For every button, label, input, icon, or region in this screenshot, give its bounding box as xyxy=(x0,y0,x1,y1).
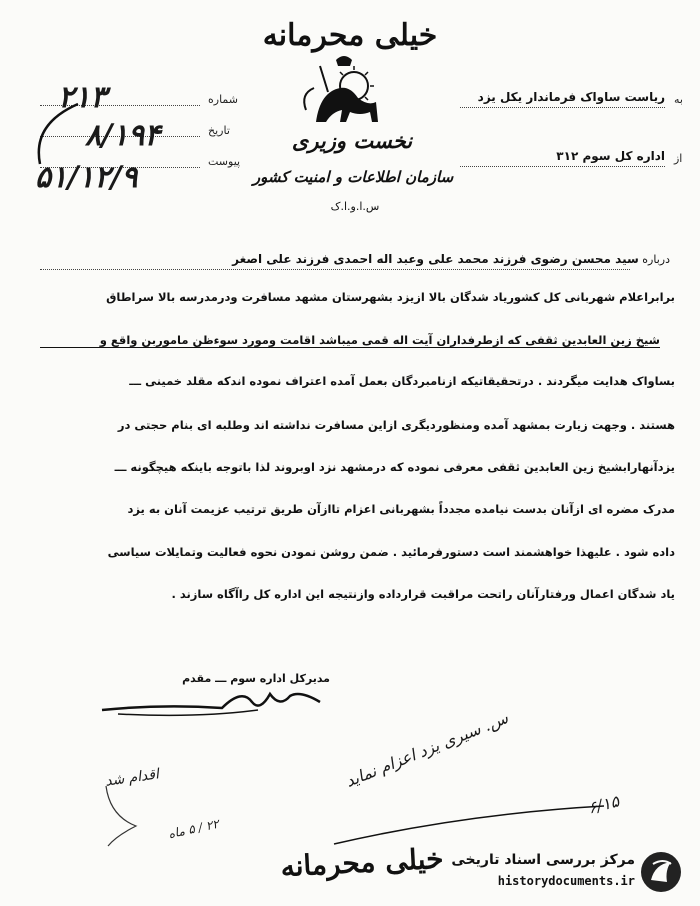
organization-name: سازمان اطلاعات و امنیت کشور xyxy=(252,168,454,186)
handwritten-note-2: اقدام شد xyxy=(104,766,160,790)
subject-line xyxy=(30,252,670,266)
from-value: اداره کل سوم ۳۱۲ xyxy=(556,149,665,163)
subject-label: درباره xyxy=(642,253,670,266)
body-line-7: داده شود . علیهذا خواهشمند است دستورفرمائید . ضمن روشن نمودن نحوه فعالیت وتمایلات سیاسی xyxy=(107,545,675,559)
note-underline-icon xyxy=(330,800,610,850)
ministry-name: نخست وزیری xyxy=(291,128,413,153)
from-line xyxy=(460,165,665,167)
body-line-1: برابراعلام شهربانی کل کشوریاد شدگان بالا ازیزد بشهرستان مشهد مسافرت ودرمدرسه بالا سراطاق xyxy=(106,290,675,304)
handwritten-date: ۵۱/۱۲/۹ xyxy=(35,160,138,195)
lion-and-sun-emblem-icon xyxy=(298,52,390,130)
handwritten-note-3: ۲۲ / ۵ ماه xyxy=(167,816,221,842)
handwritten-note-date: ۶/۱۵ xyxy=(586,791,622,818)
body-line-3: بساواک هدایت میگردند . درتحقیقاتیکه ازنامبردگان بعمل آمده اعتراف نموده اندکه مقلد خمینی ـــ xyxy=(129,374,675,388)
classification-stamp-bottom: خیلی محرمانه xyxy=(279,841,445,884)
body-line-4: هستند . وجهت زیارت بمشهد آمده ومنظوردیگری ازاین مسافرت نداشته اند وطلبه ای بنام حجتی در xyxy=(117,418,675,432)
archive-logo-icon xyxy=(639,850,683,894)
attachment-label: پیوست xyxy=(208,155,241,168)
watermark-name: مرکز بررسی اسناد تاریخی xyxy=(451,852,635,868)
handwritten-number: ۲۱۳ xyxy=(58,80,107,115)
handwritten-reference: ۸/۱۹۴ xyxy=(85,118,161,153)
body-line-2: شیخ زین العابدین ثقفی که ازطرفداران آیت اله قمی میباشد اقامت ومورد سوءظن ماموربن واقع و xyxy=(40,333,660,348)
body-line-8: یاد شدگان اعمال ورفتارآنان راتحت مراقبت قرارداده وازنتیجه این اداره کل راآگاه سازند . xyxy=(171,587,675,601)
document-code: س.ا.و.ا.ک xyxy=(330,200,380,213)
signature-scribble-icon xyxy=(98,688,328,728)
to-line xyxy=(460,106,665,108)
date-label: تاریخ xyxy=(208,124,230,137)
signatory-title: مدیرکل اداره سوم ـــ مقدم xyxy=(182,672,330,685)
to-value: ریاست ساواک فرماندار یکل یزد xyxy=(477,90,665,104)
from-label: از xyxy=(674,152,683,165)
subject-dotted-line xyxy=(40,268,630,270)
number-label: شماره xyxy=(208,93,239,106)
handwritten-bracket-icon xyxy=(28,100,88,170)
body-line-5: یزدآنهارابشیخ زین العابدین ثقفی معرفی نموده که درمشهد نزد اوبروند لذا باتوجه باینکه هیچگونه ـــ xyxy=(114,460,675,474)
watermark-url: historydocuments.ir xyxy=(497,874,635,888)
to-label: به xyxy=(674,93,683,106)
subject-value: سید محسن رضوی فرزند محمد علی وعبد اله احمدی فرزند علی اصغر xyxy=(232,252,639,266)
archive-watermark xyxy=(451,848,685,896)
handwritten-note-1: س. سیری یزد اعزام نماید xyxy=(342,708,511,791)
body-line-6: مدرک مضره ای ازآنان بدست نیامده مجدداً بشهربانی اعزام تاازآن طریق ترتیب عزیمت آنان به یزد xyxy=(127,502,675,516)
margin-scribble-icon xyxy=(96,780,186,850)
classification-stamp-top: خیلی محرمانه xyxy=(262,18,438,53)
